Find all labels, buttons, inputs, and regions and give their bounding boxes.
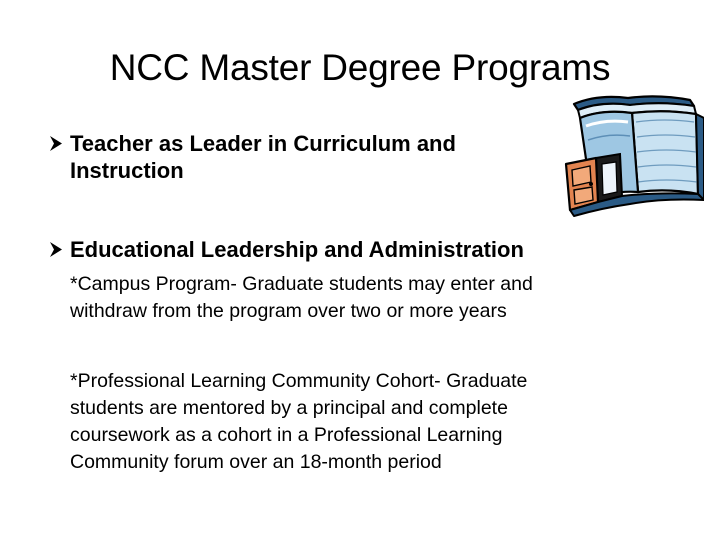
sub-item-line: withdraw from the program over two or more years xyxy=(70,300,507,322)
sub-item-line: students are mentored by a principal and complete xyxy=(70,397,508,419)
sub-item-line: *Campus Program- Graduate students may enter and xyxy=(70,273,533,295)
sub-item-plc-cohort xyxy=(70,368,700,476)
bullet-line: Educational Leadership and Administration xyxy=(70,237,524,262)
sub-item-campus-program xyxy=(70,271,700,325)
open-door-book-icon xyxy=(558,92,704,222)
arrow-bullet-icon xyxy=(48,236,70,263)
sub-item-line: Community forum over an 18-month period xyxy=(70,451,442,473)
sub-item-line: *Professional Learning Community Cohort- Graduate xyxy=(70,370,528,392)
slide-title: NCC Master Degree Programs xyxy=(109,47,611,88)
bullet-text xyxy=(70,236,524,263)
arrow-bullet-icon xyxy=(48,130,70,157)
bullet-educational-leadership xyxy=(48,236,668,264)
bullet-text xyxy=(70,130,456,184)
bullet-line: Instruction xyxy=(70,158,184,183)
bullet-teacher-leader xyxy=(48,130,548,186)
bullet-line: Teacher as Leader in Curriculum and xyxy=(70,131,456,156)
sub-item-line: coursework as a cohort in a Professional Learning xyxy=(70,424,503,446)
